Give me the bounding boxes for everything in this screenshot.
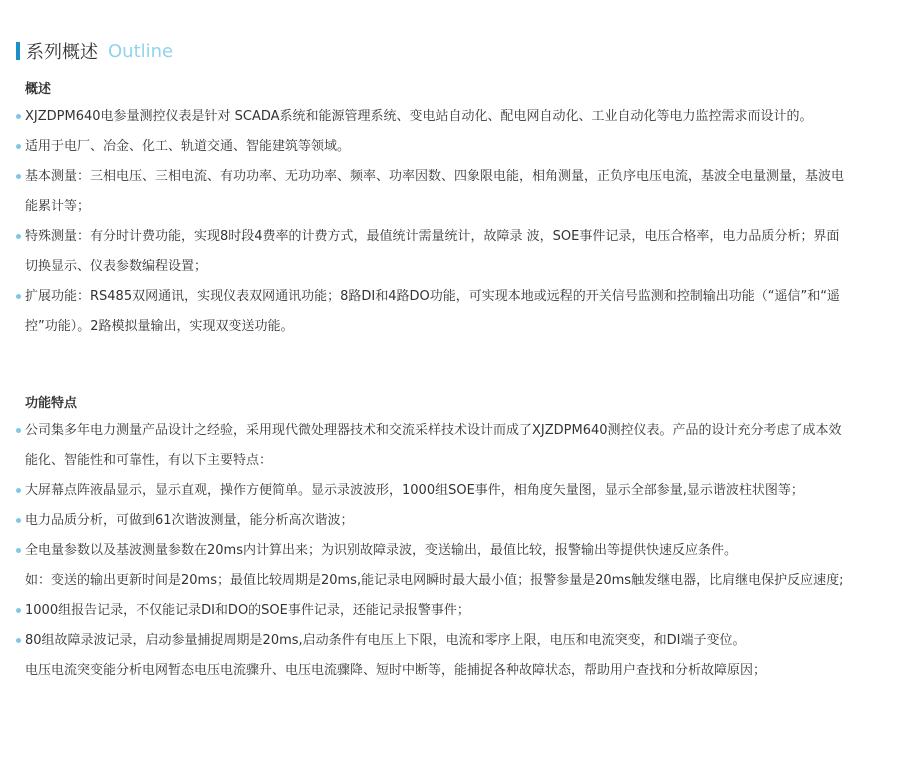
- title-accent-bar: [16, 42, 20, 60]
- list-item: 电压电流突变能分析电网暂态电压电流骤升、电压电流骤降、短时中断等，能捕捉各种故障状态，帮助用户查找和分析故障原因；: [25, 663, 767, 678]
- bullet-icon: [16, 488, 21, 493]
- overview-heading: 概述: [25, 82, 52, 97]
- overview-section: [16, 78, 846, 342]
- list-item: 全电量参数以及基波测量参数在20ms内计算出来；为识别故障录波，变送输出，最值比较，报警输出等提供快速反应条件。: [16, 536, 846, 566]
- bullet-icon: [16, 548, 21, 553]
- list-item: XJZDPM640电参量测控仪表是针对 SCADA系统和能源管理系统、变电站自动化、配电网自动化、工业自动化等电力监控需求而设计的。: [16, 102, 846, 132]
- list-item: 基本测量：三相电压、三相电流、有功功率、无功功率、频率、功率因数、四象限电能，相角测量，正负序电压电流，基波全电量测量，基波电能累计等；: [16, 162, 846, 222]
- features-section: [16, 392, 846, 686]
- bullet-icon: [16, 608, 21, 613]
- list-item: 80组故障录波记录，启动参量捕捉周期是20ms,启动条件有电压上下限，电流和零序上限，电压和电流突变，和DI端子变位。: [16, 626, 846, 656]
- list-item: 适用于电厂、冶金、化工、轨道交通、智能建筑等领域。: [16, 132, 846, 162]
- list-item: 大屏幕点阵液晶显示，显示直观，操作方便简单。显示录波波形，1000组SOE事件，相角度矢量图，显示全部参量,显示谐波柱状图等；: [16, 476, 846, 506]
- bullet-icon: [16, 638, 21, 643]
- bullet-icon: [16, 518, 21, 523]
- title-english: Outline: [108, 40, 174, 62]
- list-item: 如：变送的输出更新时间是20ms；最值比较周期是20ms,能记录电网瞬时最大最小值；报警参量是20ms触发继电器，比肩继电保护反应速度;: [25, 573, 844, 588]
- bullet-icon: [16, 428, 21, 433]
- list-item: 公司集多年电力测量产品设计之经验，采用现代微处理器技术和交流采样技术设计而成了XJZDPM640测控仪表。产品的设计充分考虑了成本效能化、智能性和可靠性，有以下主要特点：: [16, 416, 846, 476]
- title-chinese: 系列概述: [26, 42, 98, 63]
- section-title: [16, 38, 173, 64]
- list-item: 特殊测量：有分时计费功能，实现8时段4费率的计费方式，最值统计需量统计，故障录 波，SOE事件记录，电压合格率，电力品质分析；界面切换显示、仪表参数编程设置；: [16, 222, 846, 282]
- list-item: 扩展功能：RS485双网通讯，实现仪表双网通讯功能；8路DI和4路DO功能，可实现本地或远程的开关信号监测和控制输出功能（“遥信”和“遥控”功能）。2路模拟量输出，实现双变送功能。: [16, 282, 846, 342]
- features-heading: 功能特点: [25, 396, 78, 411]
- list-item: 电力品质分析，可做到61次谐波测量，能分析高次谐波；: [16, 506, 846, 536]
- bullet-icon: [16, 144, 21, 149]
- bullet-icon: [16, 294, 21, 299]
- bullet-icon: [16, 114, 21, 119]
- bullet-icon: [16, 234, 21, 239]
- bullet-icon: [16, 174, 21, 179]
- list-item: 1000组报告记录，不仅能记录DI和DO的SOE事件记录，还能记录报警事件；: [16, 596, 846, 626]
